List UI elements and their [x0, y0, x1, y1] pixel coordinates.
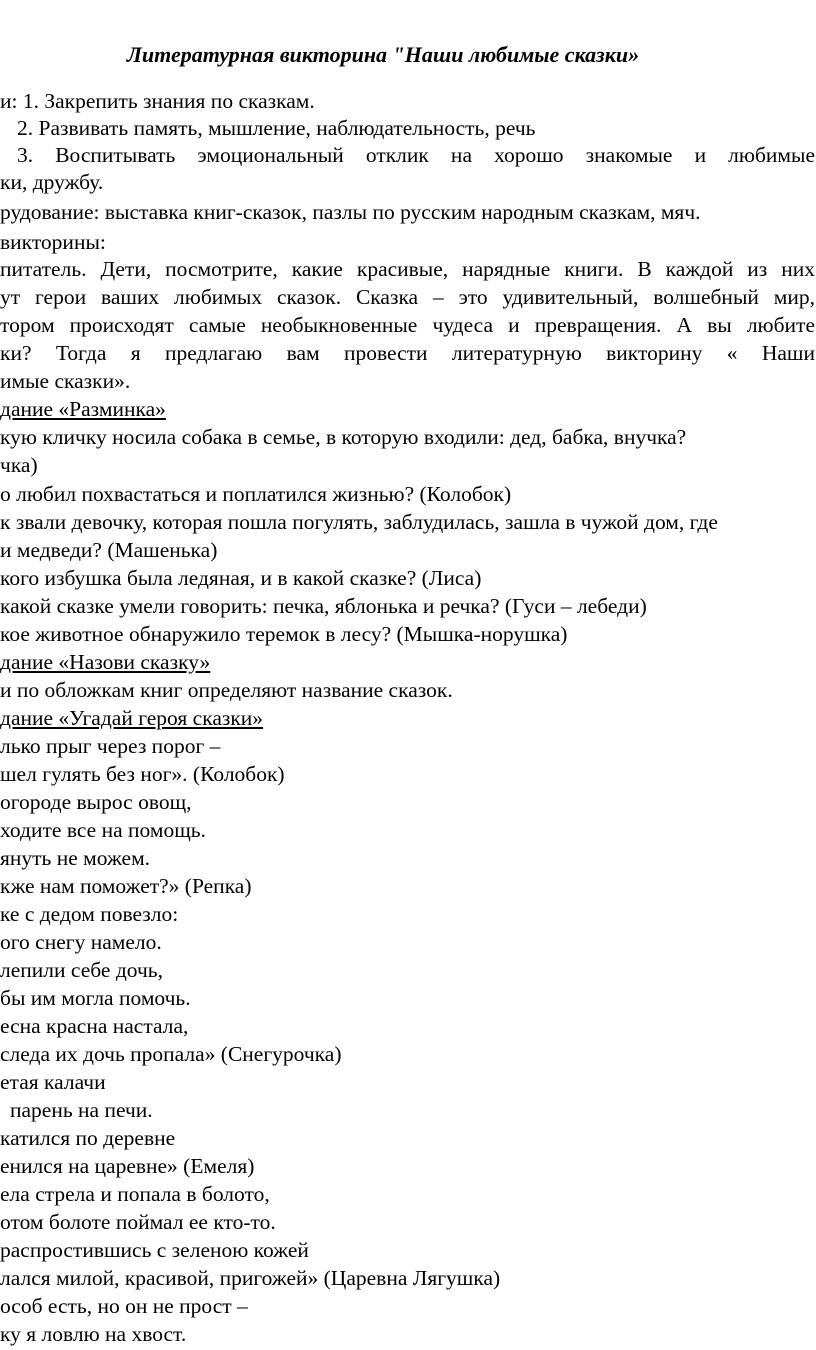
riddle-line: лепили себе дочь, — [0, 958, 163, 982]
riddle-line: шел гулять без ног». (Колобок) — [0, 762, 285, 786]
intro-line-2: ут герои ваших любимых сказок. Сказка – это удивительный, волшебный мир, — [0, 285, 815, 309]
goal-line-4: ки, дружбу. — [0, 170, 104, 194]
course-heading: викторины: — [0, 230, 106, 254]
riddle-line: огороде вырос овощ, — [0, 790, 192, 814]
goal-line-1: и: 1. Закрепить знания по сказкам. — [0, 89, 315, 113]
riddle-line: бы им могла помочь. — [0, 986, 191, 1010]
task1-line: кую кличку носила собака в семье, в которую входили: дед, бабка, внучка? — [0, 425, 687, 449]
task1-line: о любил похвастаться и поплатился жизнью? (Колобок) — [0, 482, 512, 506]
task1-line: и медведи? (Машенька) — [0, 538, 218, 562]
riddle-line: лался милой, красивой, пригожей» (Царевна Лягушка) — [0, 1266, 501, 1290]
document-title: Литературная викторина "Наши любимые сказки» — [126, 42, 640, 67]
goal-line-3: 3. Воспитывать эмоциональный отклик на хорошо знакомые и любимые — [17, 143, 815, 167]
task1-line: кое животное обнаружило теремок в лесу? (Мышка-норушка) — [0, 622, 568, 646]
riddle-line: особ есть, но он не прост – — [0, 1294, 248, 1318]
riddle-line: ходите все на помощь. — [0, 818, 206, 842]
intro-line-3: тором происходят самые необыкновенные чудеса и превращения. А вы любите — [0, 313, 815, 337]
riddle-line: ке с дедом повезло: — [0, 902, 179, 926]
intro-line-5: имые сказки». — [0, 369, 131, 393]
task1-line: к звали девочку, которая пошла погулять, заблудилась, зашла в чужой дом, где — [0, 510, 718, 534]
task1-line: кого избушка была ледяная, и в какой сказке? (Лиса) — [0, 566, 482, 590]
riddle-line: лько прыг через порог – — [0, 734, 221, 758]
task1-line: какой сказке умели говорить: печка, яблонька и речка? (Гуси – лебеди) — [0, 594, 647, 618]
riddle-line: етая калачи — [0, 1070, 106, 1094]
riddle-line: отом болоте поймал ее кто-то. — [0, 1210, 276, 1234]
riddle-line: есна красна настала, — [0, 1014, 189, 1038]
equipment-line: рудование: выставка книг-сказок, пазлы по русским народным сказкам, мяч. — [0, 200, 701, 224]
riddle-line: ку я ловлю на хвост. — [0, 1322, 187, 1346]
task1-line: чка) — [0, 453, 38, 477]
task1-heading: дание «Разминка» — [0, 397, 166, 421]
intro-line-1: питатель. Дети, посмотрите, какие красивые, нарядные книги. В каждой из них — [0, 257, 815, 281]
riddle-line: януть не можем. — [0, 846, 151, 870]
riddle-line: ого снегу намело. — [0, 930, 162, 954]
task2-heading: дание «Назови сказку» — [0, 650, 211, 674]
riddle-line: следа их дочь пропала» (Снегурочка) — [0, 1042, 342, 1066]
goal-line-2: 2. Развивать память, мышление, наблюдательность, речь — [17, 116, 536, 140]
task3-heading: дание «Угадай героя сказки» — [0, 706, 264, 730]
intro-line-4: ки? Тогда я предлагаю вам провести литературную викторину « Наши — [0, 341, 815, 365]
riddle-line: распростившись с зеленою кожей — [0, 1238, 309, 1262]
riddle-line: енился на царевне» (Емеля) — [0, 1154, 255, 1178]
task2-line: и по обложкам книг определяют название сказок. — [0, 678, 453, 702]
riddle-line: кже нам поможет?» (Репка) — [0, 874, 252, 898]
riddle-line: ела стрела и попала в болото, — [0, 1182, 270, 1206]
riddle-line: парень на печи. — [10, 1098, 153, 1122]
riddle-line: катился по деревне — [0, 1126, 176, 1150]
